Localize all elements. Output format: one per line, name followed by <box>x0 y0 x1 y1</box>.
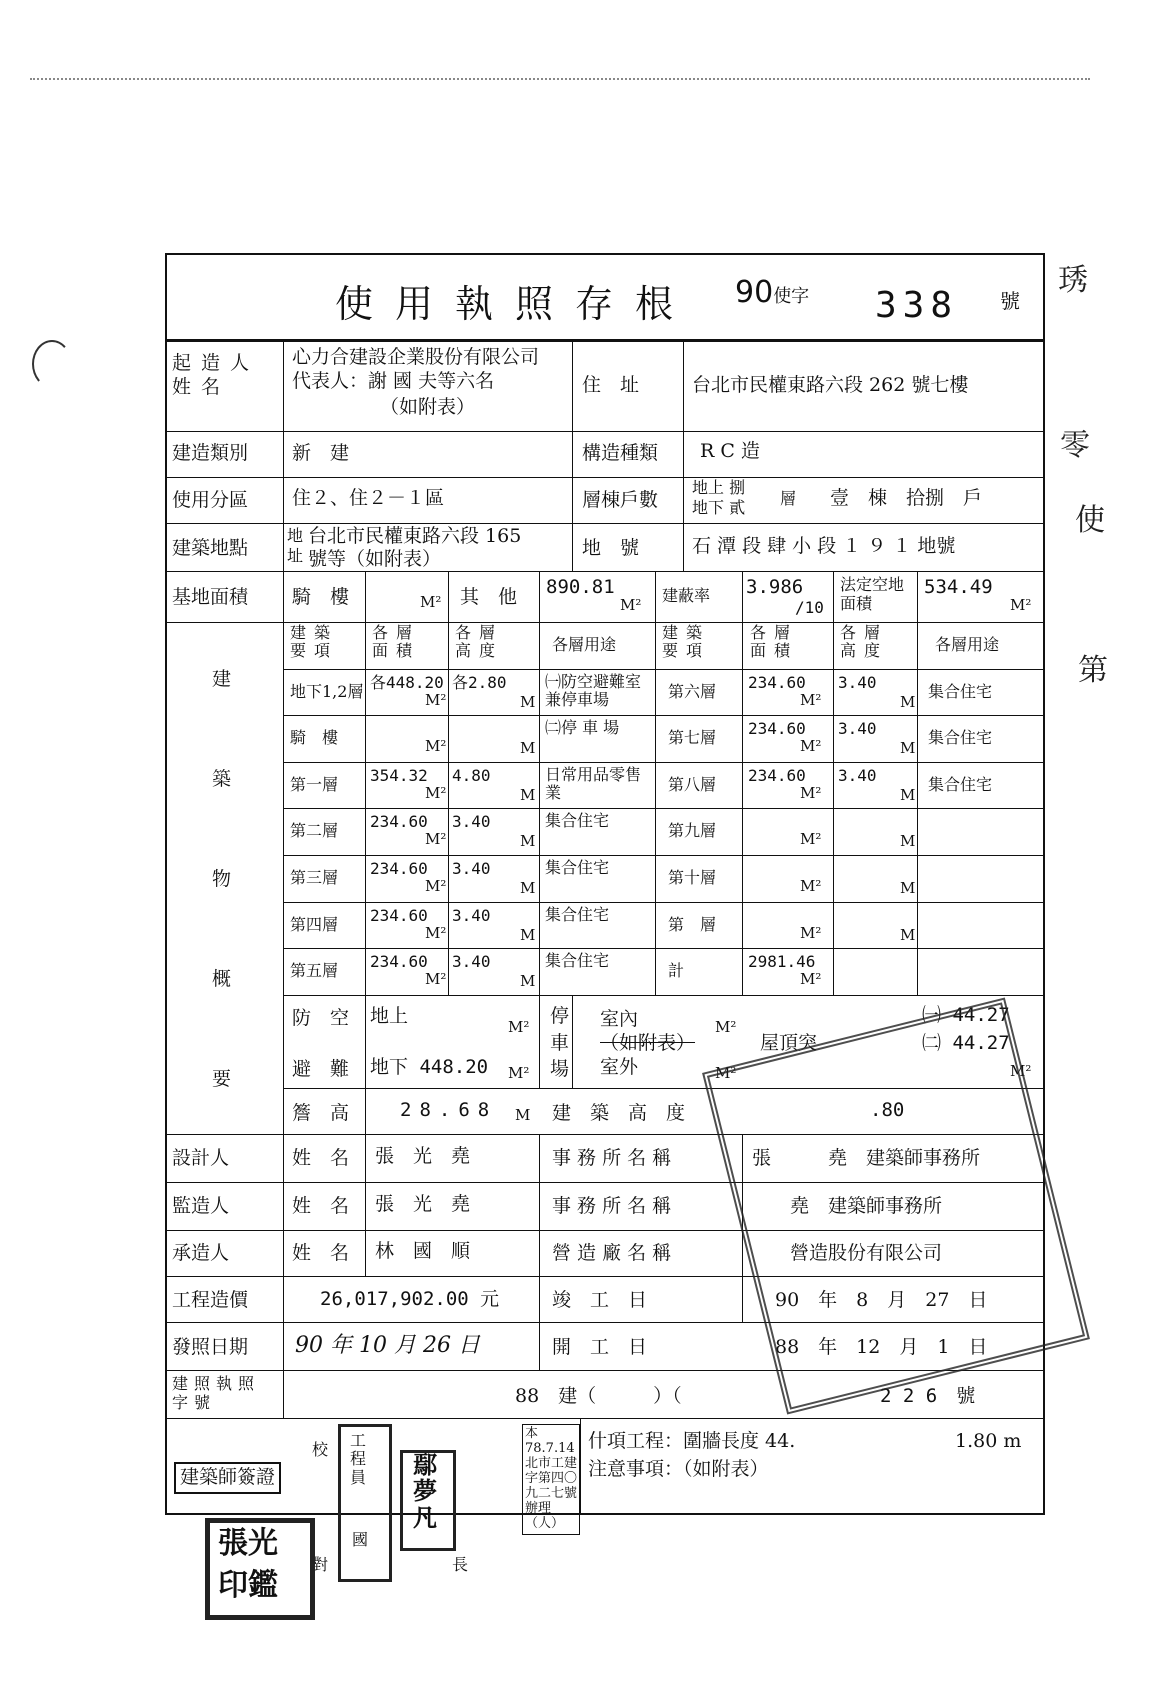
applicant-representative: 代表人：謝 國 夫等六名 <box>292 370 495 392</box>
architect-cert-stamp: 建築師簽證 <box>174 1462 281 1494</box>
structure-value: R C 造 <box>700 440 760 462</box>
floor-height-unit: M <box>900 693 916 711</box>
other-unit: M² <box>620 596 642 614</box>
engineer-seal: 國 <box>352 1530 369 1549</box>
floor-use: 集合住宅 <box>928 682 993 701</box>
parking-outdoor-unit: M² <box>715 1064 737 1082</box>
contractor-label: 承造人 <box>172 1242 230 1264</box>
designer-office-label: 事 務 所 名 稱 <box>552 1147 672 1169</box>
floor-area: 354.32 <box>370 766 428 785</box>
permit-number-label: 建照執照字號 <box>172 1374 261 1413</box>
shelter-above-unit: M² <box>508 1018 530 1036</box>
lot-value: 石 潭 段 肆 小 段 １ ９ １ 地號 <box>692 535 956 557</box>
header-item-left: 建築要項 <box>290 623 339 661</box>
floor-height: 3.40 <box>452 906 491 925</box>
applicant-note: （如附表） <box>380 396 476 418</box>
floor-height-unit: M <box>900 739 916 757</box>
parking-indoor: 室內 <box>600 1008 639 1030</box>
floor-use: 集合住宅 <box>545 858 610 877</box>
header-area-right: 各層面積 <box>750 623 799 661</box>
floor-area-unit: M² <box>425 877 447 895</box>
floor-height-unit: M <box>900 879 916 897</box>
eaves-value: 28.68 <box>400 1099 498 1121</box>
floors-below: 地下 貳 <box>692 498 746 517</box>
clerk-seal-name: 鄢夢凡 <box>413 1450 437 1532</box>
site-address-2: 號等（如附表） <box>308 548 442 570</box>
floor-area-unit: M² <box>800 924 822 942</box>
cost-value: 26,017,902.00 元 <box>320 1288 500 1310</box>
floor-area-unit: M² <box>425 737 447 755</box>
floor-name: 第十層 <box>668 868 717 887</box>
top-dotted-border <box>30 78 1090 80</box>
shelter-below-unit: M² <box>508 1064 530 1082</box>
designer-name-label: 姓 名 <box>292 1147 350 1169</box>
other-value: 890.81 <box>546 576 615 598</box>
floor-height: 4.80 <box>452 766 491 785</box>
floors-count: 壹 棟 拾捌 戶 <box>830 487 983 509</box>
misc-line-2: 注意事項：（如附表） <box>588 1458 769 1480</box>
chief-label: 長 <box>452 1555 469 1574</box>
open-space-label: 法定空地面積 <box>840 575 905 614</box>
floor-height-unit: M <box>900 926 916 944</box>
designer-office: 張 堯 建築師事務所 <box>752 1147 981 1169</box>
license-stamp: 本78.7.14北市工建字第四〇九二七號辦理（人） <box>522 1424 580 1535</box>
supervisor-name-label: 姓 名 <box>292 1195 350 1217</box>
floor-height: 3.40 <box>838 673 877 692</box>
floors-label: 層棟戶數 <box>582 489 659 511</box>
contractor-name-label: 姓 名 <box>292 1242 350 1264</box>
supervisor-office-label: 事 務 所 名 稱 <box>552 1195 672 1217</box>
arcade-label: 騎 樓 <box>292 586 350 608</box>
side-label-5: 要 <box>212 1068 232 1090</box>
title-year: 90使字 <box>735 275 810 310</box>
floor-area-unit: M² <box>800 784 822 802</box>
floor-area-unit: M² <box>425 924 447 942</box>
misc-line-1-tail: 1.80 m <box>955 1430 1022 1452</box>
form-title: 使用執照存根 <box>335 282 696 326</box>
floor-name: 第五層 <box>290 961 339 980</box>
margin-mark-3: 使 <box>1075 503 1105 538</box>
floor-height: 3.40 <box>452 859 491 878</box>
floor-name: 第四層 <box>290 915 339 934</box>
margin-mark-4: 第 <box>1078 653 1108 688</box>
floor-use: 集合住宅 <box>545 811 610 830</box>
permit-number: 338 <box>875 285 959 326</box>
counter-label: 對 <box>312 1555 329 1574</box>
floor-height-unit: M <box>520 693 536 711</box>
header-use-left: 各層用途 <box>552 635 617 654</box>
title-bar <box>165 253 1045 341</box>
floor-area-unit: M² <box>800 737 822 755</box>
floor-height-unit: M <box>520 832 536 850</box>
header-area-left: 各層面積 <box>372 623 421 661</box>
side-label-4: 概 <box>212 968 232 990</box>
floor-area-unit: M² <box>800 877 822 895</box>
eaves-label: 簷 高 <box>292 1102 350 1124</box>
start-date-label: 開 工 日 <box>552 1336 648 1358</box>
architect-seal-text-2: 印鑑 <box>218 1568 278 1603</box>
floor-height: 3.40 <box>838 719 877 738</box>
architect-seal-text: 張光 <box>218 1526 278 1561</box>
floor-name: 第六層 <box>668 682 717 701</box>
address-label: 住 址 <box>582 374 640 396</box>
floor-area-unit: M² <box>425 830 447 848</box>
engineer-label: 工程員 <box>350 1431 367 1487</box>
misc-line-1: 什項工程：圍牆長度 44. <box>588 1430 796 1452</box>
shelter-above-label: 地上 <box>370 1005 409 1027</box>
floor-name: 第七層 <box>668 728 717 747</box>
floor-use: ㈡停 車 場 <box>545 718 620 737</box>
contractor-company: 營造股份有限公司 <box>790 1242 943 1264</box>
floor-use: 集合住宅 <box>545 905 610 924</box>
contractor-name: 林 國 順 <box>375 1240 471 1262</box>
floor-name: 第一層 <box>290 775 339 794</box>
floor-height-unit: M <box>520 926 536 944</box>
header-height-right: 各層高度 <box>840 623 889 661</box>
floor-name: 第二層 <box>290 821 339 840</box>
floor-height-unit: M <box>520 972 536 990</box>
parking-note: （如附表） <box>600 1032 696 1054</box>
floor-area: 234.60 <box>370 812 428 831</box>
roof-value-1: ㈠ 44.27 <box>922 1004 1010 1026</box>
designer-name: 張 光 堯 <box>375 1145 471 1167</box>
zone-label: 使用分區 <box>172 489 249 511</box>
floor-height: 3.40 <box>838 766 877 785</box>
floor-area: 234.60 <box>370 906 428 925</box>
parking-indoor-unit: M² <box>715 1018 737 1036</box>
floor-area-unit: M² <box>800 691 822 709</box>
floor-name: 騎 樓 <box>290 728 339 747</box>
applicant-company: 心力合建設企業股份有限公司 <box>292 346 540 368</box>
site-address-1: 台北市民權東路六段 165 <box>308 525 522 547</box>
contractor-company-label: 營 造 廠 名 稱 <box>552 1242 672 1264</box>
arcade-unit: M² <box>420 593 442 611</box>
floor-height: 3.40 <box>452 952 491 971</box>
floor-height-unit: M <box>900 832 916 850</box>
floor-area: 234.60 <box>748 719 806 738</box>
supervisor-label: 監造人 <box>172 1195 230 1217</box>
roof-value-2: ㈡ 44.27 <box>922 1032 1010 1054</box>
header-item-right: 建築要項 <box>662 623 711 661</box>
floor-area-unit: M² <box>425 784 447 802</box>
other-label: 其 他 <box>460 586 518 608</box>
floor-use: 集合住宅 <box>545 951 610 970</box>
binding-hole-mark <box>32 340 72 388</box>
floor-height: 各2.80 <box>452 673 507 692</box>
floor-area: 234.60 <box>748 766 806 785</box>
supervisor-name: 張 光 堯 <box>375 1193 471 1215</box>
completion-label: 竣 工 日 <box>552 1289 648 1311</box>
zone-value: 住２、住２－１區 <box>292 487 445 509</box>
coverage-den: /10 <box>795 598 824 617</box>
building-height-value: .80 <box>870 1099 905 1121</box>
build-type-label: 建造類別 <box>172 442 249 464</box>
floors-above: 地上 捌 <box>692 478 746 497</box>
start-date: 88 年 12 月 1 日 <box>775 1336 988 1358</box>
floor-name: 地下1,2層 <box>290 682 364 701</box>
designer-label: 設計人 <box>172 1147 230 1169</box>
floor-height-unit: M <box>520 879 536 897</box>
floor-area-unit: M² <box>425 691 447 709</box>
floor-area-unit: M² <box>425 970 447 988</box>
floor-name: 第九層 <box>668 821 717 840</box>
coverage-value: 3.986 <box>746 576 804 598</box>
floor-use: 集合住宅 <box>928 775 993 794</box>
issue-date-label: 發照日期 <box>172 1336 249 1358</box>
floor-name: 計 <box>668 961 685 980</box>
supervisor-office: 堯 建築師事務所 <box>752 1195 943 1217</box>
parking-outdoor: 室外 <box>600 1056 639 1078</box>
floor-height: 3.40 <box>452 812 491 831</box>
floor-area: 234.60 <box>748 673 806 692</box>
permit-number-tail: 2 2 6 號 <box>880 1385 976 1407</box>
building-height-label: 建 築 高 度 <box>552 1102 686 1124</box>
completion-date: 90 年 8 月 27 日 <box>775 1289 988 1311</box>
address-value: 台北市民權東路六段 262 號七樓 <box>692 374 969 396</box>
structure-label: 構造種類 <box>582 442 659 464</box>
floor-use: 日常用品零售業 <box>545 765 642 803</box>
floor-area: 234.60 <box>370 952 428 971</box>
margin-mark-2: 零 <box>1060 428 1090 463</box>
eaves-unit: M <box>515 1106 531 1124</box>
margin-mark-1: 琇 <box>1058 263 1088 298</box>
site-prefix: 地址 <box>287 526 304 565</box>
floor-area: 各448.20 <box>370 673 444 692</box>
floor-use: ㈠防空避難室兼停車場 <box>545 672 642 710</box>
shelter-below: 地下 448.20 <box>370 1056 489 1078</box>
architect-seal <box>205 1518 315 1620</box>
permit-number-value: 88 建（ ）（ <box>515 1385 682 1407</box>
open-space-unit: M² <box>1010 596 1032 614</box>
base-area-label: 基地面積 <box>172 586 249 608</box>
cost-label: 工程造價 <box>172 1289 249 1311</box>
header-height-left: 各層高度 <box>455 623 504 661</box>
floor-area-unit: M² <box>800 830 822 848</box>
floor-height-unit: M <box>900 786 916 804</box>
applicant-label: 起造人姓名 <box>172 352 260 398</box>
lot-label: 地 號 <box>582 537 640 559</box>
floor-name: 第八層 <box>668 775 717 794</box>
floor-name: 第三層 <box>290 868 339 887</box>
header-use-right: 各層用途 <box>935 635 1000 654</box>
issue-date: 90 年 10 月 26 日 <box>295 1333 480 1358</box>
floor-area: 2981.46 <box>748 952 816 971</box>
side-label-3: 物 <box>212 868 232 890</box>
open-space-value: 534.49 <box>924 576 993 598</box>
roof-unit: M² <box>1010 1062 1032 1080</box>
floor-height-unit: M <box>520 739 536 757</box>
coverage-label: 建蔽率 <box>662 586 711 605</box>
floor-name: 第 層 <box>668 915 717 934</box>
build-type-value: 新 建 <box>292 442 350 464</box>
title-suffix: 號 <box>1000 289 1020 313</box>
side-label-1: 建 <box>212 668 232 690</box>
floor-area-unit: M² <box>800 970 822 988</box>
school-label: 校 <box>312 1440 329 1459</box>
side-label-2: 築 <box>212 768 232 790</box>
shelter-label-1: 防 空 <box>292 1007 350 1029</box>
floors-layer: 層 <box>780 489 797 508</box>
floor-area: 234.60 <box>370 859 428 878</box>
floor-height-unit: M <box>520 786 536 804</box>
roof-label: 屋頂突 <box>760 1032 818 1054</box>
site-label: 建築地點 <box>172 537 249 559</box>
shelter-label-2: 避 難 <box>292 1058 350 1080</box>
floor-use: 集合住宅 <box>928 728 993 747</box>
parking-label: 停車場 <box>550 1005 570 1081</box>
